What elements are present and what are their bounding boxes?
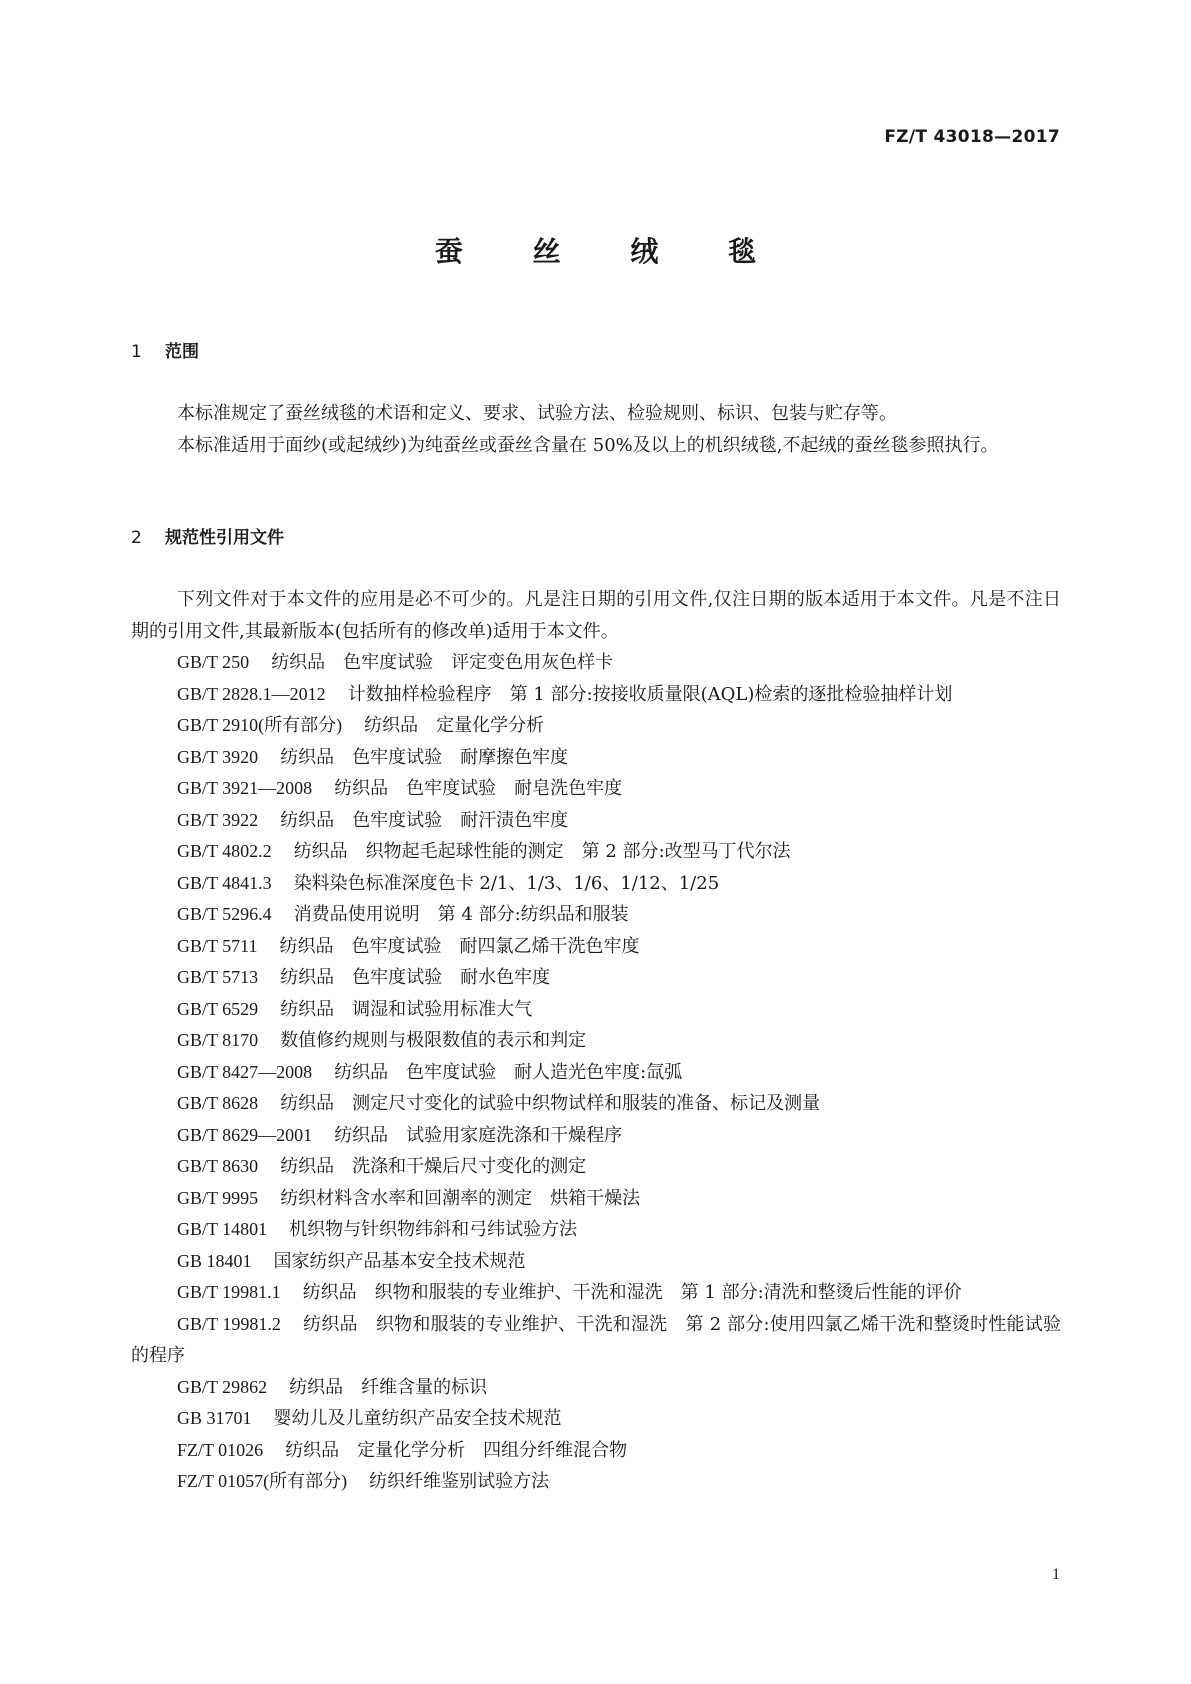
reference-code: GB/T 3921—2008 [177, 778, 313, 798]
reference-item [131, 868, 1061, 900]
section-title: 规范性引用文件 [165, 528, 284, 548]
reference-item [131, 1246, 1061, 1278]
reference-code: GB/T 5296.4 [177, 904, 272, 924]
reference-title: 纺织品 测定尺寸变化的试验中织物试样和服装的准备、标记及测量 [280, 1093, 821, 1114]
reference-title: 纺织品 纤维含量的标识 [289, 1376, 488, 1398]
reference-code: GB/T 8629—2001 [177, 1124, 313, 1145]
reference-title: 计数抽样检验程序 第 1 部分:按接收质量限(AQL)检索的逐批检验抽样计划 [347, 683, 953, 705]
reference-item [131, 1183, 1061, 1215]
document-title: 蚕 丝 绒 毯 [434, 235, 787, 268]
reference-item [131, 1151, 1061, 1183]
reference-code: GB/T 5711 [177, 935, 258, 956]
section-number: 2 [131, 528, 142, 548]
reference-code: GB/T 9995 [177, 1187, 259, 1208]
reference-item [131, 773, 1061, 805]
reference-item [131, 1372, 1061, 1404]
section-heading-normative-references [131, 523, 284, 548]
reference-code: GB 18401 [177, 1250, 252, 1271]
reference-title: 机织物与针织物纬斜和弓纬试验方法 [289, 1219, 578, 1240]
reference-code: GB/T 19981.1 [177, 1282, 281, 1302]
reference-title: 纺织品 色牢度试验 评定变色用灰色样卡 [271, 652, 614, 673]
reference-item [131, 1309, 1061, 1372]
reference-item [131, 836, 1061, 868]
section-number: 1 [131, 342, 142, 362]
reference-code: FZ/T 01026 [177, 1439, 264, 1460]
reference-item [131, 931, 1061, 963]
reference-title: 纺织品 定量化学分析 四组分纤维混合物 [285, 1439, 628, 1461]
reference-code: GB/T 3920 [177, 746, 259, 767]
reference-title: 纺织品 试验用家庭洗涤和干燥程序 [334, 1124, 623, 1146]
reference-code: GB/T 4802.2 [177, 841, 272, 861]
reference-title: 纺织品 色牢度试验 耐摩擦色牢度 [280, 746, 569, 768]
reference-title: 纺织品 调湿和试验用标准大气 [280, 998, 533, 1020]
reference-item [131, 899, 1061, 931]
references-intro [131, 584, 1061, 647]
reference-title: 纺织品 洗涤和干燥后尺寸变化的测定 [280, 1156, 587, 1177]
reference-code: GB/T 8427—2008 [177, 1061, 313, 1082]
reference-title: 纺织材料含水率和回潮率的测定 烘箱干燥法 [280, 1187, 641, 1209]
page-number: 1 [1052, 1566, 1060, 1583]
reference-code: GB 31701 [177, 1408, 252, 1428]
reference-title: 消费品使用说明 第 4 部分:纺织品和服装 [293, 904, 629, 925]
reference-code: GB/T 2828.1—2012 [177, 683, 326, 704]
references-intro-text: 下列文件对于本文件的应用是必不可少的。凡是注日期的引用文件,仅注日期的版本适用于本文件。凡是不注日期的引用文件,其最新版本(包括所有的修改单)适用于本文件。 [131, 589, 1061, 642]
reference-item [131, 679, 1061, 711]
reference-title: 婴幼儿及儿童纺织产品安全技术规范 [273, 1408, 562, 1429]
reference-code: GB/T 250 [177, 652, 250, 672]
section-heading-scope [131, 337, 199, 362]
reference-title: 纺织品 色牢度试验 耐四氯乙烯干洗色牢度 [279, 935, 640, 957]
reference-title: 纺织品 色牢度试验 耐汗渍色牢度 [280, 809, 569, 831]
reference-item [131, 805, 1061, 837]
reference-item [131, 647, 1061, 679]
standard-code: FZ/T 43018—2017 [884, 127, 1060, 147]
reference-list [131, 647, 1061, 1498]
scope-paragraph: 本标准适用于面纱(或起绒纱)为纯蚕丝或蚕丝含量在 50%及以上的机织绒毯,不起绒的蚕丝毯参照执行。 [177, 434, 999, 456]
scope-paragraph: 本标准规定了蚕丝绒毯的术语和定义、要求、试验方法、检验规则、标识、包装与贮存等。 [177, 403, 897, 424]
scope-body [131, 398, 1061, 461]
reference-title: 国家纺织产品基本安全技术规范 [273, 1250, 526, 1272]
reference-code: GB/T 14801 [177, 1219, 268, 1239]
reference-title: 纺织纤维鉴别试验方法 [369, 1471, 550, 1492]
reference-item [131, 1435, 1061, 1467]
reference-item [131, 962, 1061, 994]
reference-code: GB/T 3922 [177, 809, 259, 830]
reference-code: GB/T 6529 [177, 998, 259, 1019]
reference-code: GB/T 8628 [177, 1093, 259, 1113]
reference-title: 数值修约规则与极限数值的表示和判定 [280, 1030, 587, 1051]
reference-title: 纺织品 织物起毛起球性能的测定 第 2 部分:改型马丁代尔法 [293, 841, 791, 862]
reference-item [131, 994, 1061, 1026]
reference-item [131, 1057, 1061, 1089]
reference-item [131, 1120, 1061, 1152]
reference-item [131, 1277, 1061, 1309]
reference-code: GB/T 2910(所有部分) [177, 715, 343, 735]
reference-item [131, 1403, 1061, 1435]
reference-code: GB/T 8170 [177, 1030, 259, 1050]
reference-item [131, 710, 1061, 742]
reference-title: 纺织品 织物和服装的专业维护、干洗和湿洗 第 1 部分:清洗和整烫后性能的评价 [302, 1282, 962, 1303]
reference-title: 纺织品 色牢度试验 耐皂洗色牢度 [334, 778, 623, 799]
reference-title: 染料染色标准深度色卡 2/1、1/3、1/6、1/12、1/25 [293, 872, 720, 894]
reference-item [131, 1214, 1061, 1246]
reference-item [131, 1466, 1061, 1498]
reference-title: 纺织品 色牢度试验 耐水色牢度 [280, 967, 551, 988]
reference-item [131, 1088, 1061, 1120]
reference-code: GB/T 8630 [177, 1156, 259, 1176]
reference-title: 纺织品 织物和服装的专业维护、干洗和湿洗 第 2 部分:使用四氯乙烯干洗和整烫时性能试验的程序 [131, 1313, 1061, 1366]
reference-code: FZ/T 01057(所有部分) [177, 1471, 348, 1491]
reference-code: GB/T 4841.3 [177, 872, 272, 893]
reference-title: 纺织品 色牢度试验 耐人造光色牢度:氙弧 [334, 1061, 683, 1083]
reference-code: GB/T 5713 [177, 967, 259, 987]
section-title: 范围 [165, 342, 199, 362]
reference-item [131, 742, 1061, 774]
reference-item [131, 1025, 1061, 1057]
reference-title: 纺织品 定量化学分析 [364, 715, 545, 736]
reference-code: GB/T 19981.2 [177, 1313, 281, 1334]
reference-code: GB/T 29862 [177, 1376, 268, 1397]
